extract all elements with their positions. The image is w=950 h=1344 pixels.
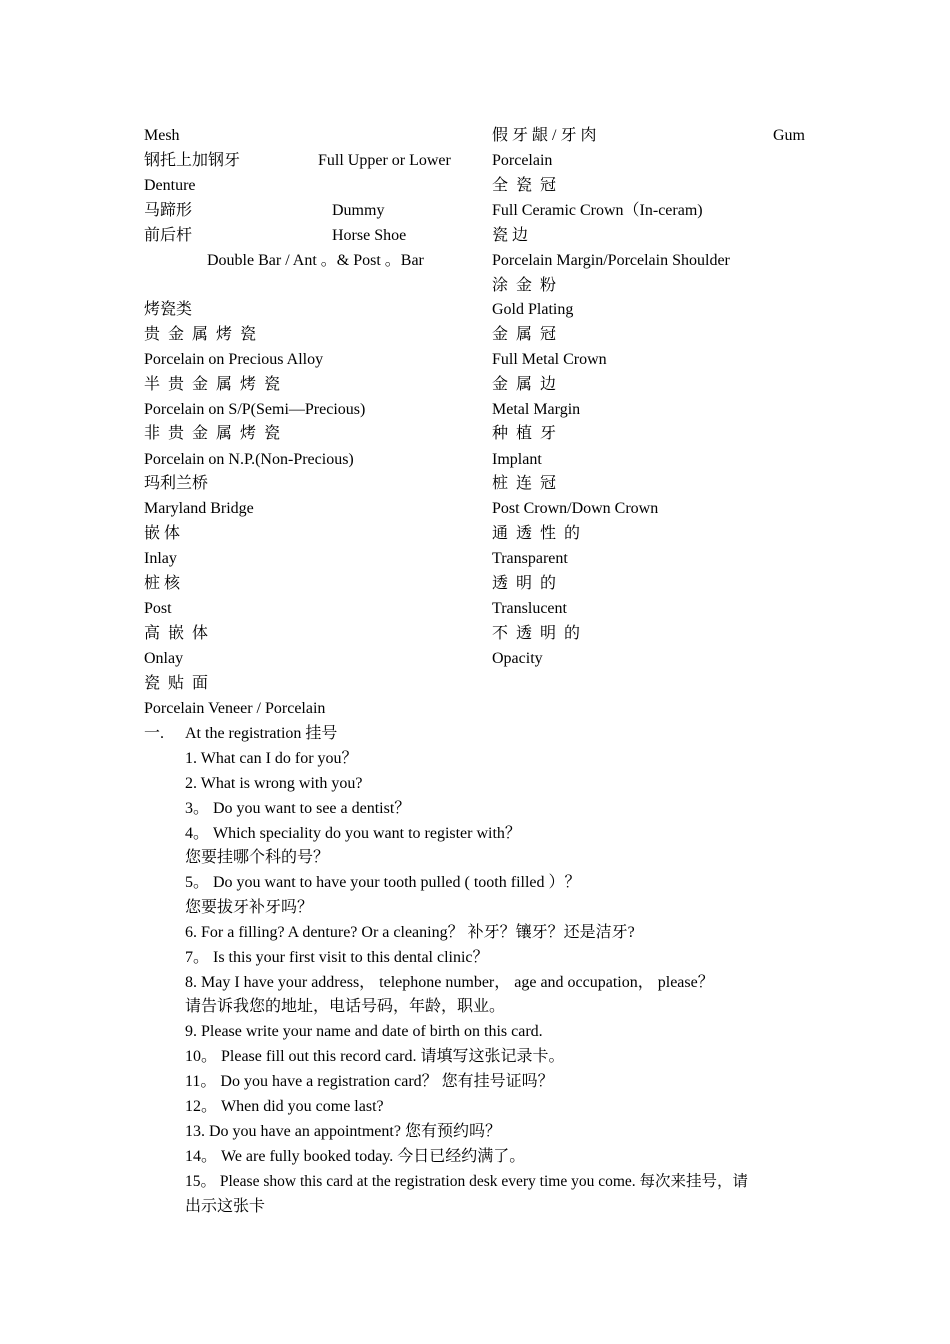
term-inlay-en: Inlay xyxy=(144,550,177,567)
term-horse-shoe: Horse Shoe xyxy=(332,227,407,244)
term-full-upper-lower: Full Upper or Lower xyxy=(318,152,451,169)
question-line: 14。 We are fully booked today. 今日已经约满了。 xyxy=(185,1148,526,1165)
question-line: 您要拔牙补牙吗？ xyxy=(185,899,314,916)
term-gold-plating-en: Gold Plating xyxy=(492,301,574,318)
question-line: 出示这张卡 xyxy=(185,1198,266,1215)
term-semi-precious-cn: 半 贵 金 属 烤 瓷 xyxy=(144,376,283,393)
question-line: 12。 When did you come last? xyxy=(185,1098,384,1115)
term-post-en: Post xyxy=(144,600,172,617)
term-gold-plating-cn: 涂 金 粉 xyxy=(492,277,559,294)
question-line: 8. May I have your address， telephone number， age and occupation， please？ xyxy=(185,974,714,991)
question-line: 您要挂哪个科的号？ xyxy=(185,849,330,866)
question-line: 请告诉我您的地址，电话号码，年龄，职业。 xyxy=(185,998,506,1015)
term-post-crown-cn: 桩 连 冠 xyxy=(492,475,559,492)
term-pfm-cn: 烤瓷类 xyxy=(144,301,193,318)
term-denture: Denture xyxy=(144,177,196,194)
question-line: 15。 Please show this card at the registration desk every time you come. 每次来挂号，请 xyxy=(185,1173,749,1190)
term-precious-en: Porcelain on Precious Alloy xyxy=(144,351,324,368)
question-line: 13. Do you have an appointment? 您有预约吗？ xyxy=(185,1123,501,1140)
term-onlay-en: Onlay xyxy=(144,650,184,667)
term-semi-precious-en: Porcelain on S/P(Semi—Precious) xyxy=(144,401,366,418)
term-metal-margin-cn: 金 属 边 xyxy=(492,376,559,393)
question-line: 7。 Is this your first visit to this dental clinic？ xyxy=(185,949,489,966)
term-full-ceramic-en: Full Ceramic Crown（In-ceram) xyxy=(492,202,703,219)
term-full-ceramic-cn: 全 瓷 冠 xyxy=(492,177,559,194)
term-veneer-cn: 瓷 贴 面 xyxy=(144,675,211,692)
question-line: 4。 Which speciality do you want to register with？ xyxy=(185,825,521,842)
question-line: 9. Please write your name and date of birth on this card. xyxy=(185,1023,543,1040)
term-inlay-cn: 嵌 体 xyxy=(144,525,181,542)
term-translucent-en: Translucent xyxy=(492,600,567,617)
term-maryland-cn: 玛利兰桥 xyxy=(144,475,209,492)
term-veneer-en: Porcelain Veneer / Porcelain xyxy=(144,700,326,717)
term-precious-cn: 贵 金 属 烤 瓷 xyxy=(144,326,259,343)
term-full-metal-cn: 金 属 冠 xyxy=(492,326,559,343)
term-transparent-en: Transparent xyxy=(492,550,568,567)
term-porcelain-margin-cn: 瓷 边 xyxy=(492,227,529,244)
question-line: 6. For a filling? A denture? Or a cleaning？ 补牙？镶牙？还是洁牙? xyxy=(185,924,635,941)
term-transparent-cn: 通 透 性 的 xyxy=(492,525,583,542)
term-dummy: Dummy xyxy=(332,202,385,219)
term-implant-cn: 种 植 牙 xyxy=(492,425,559,442)
term-double-bar: Double Bar / Ant 。& Post 。Bar xyxy=(207,252,424,269)
term-porcelain: Porcelain xyxy=(492,152,553,169)
term-maryland-en: Maryland Bridge xyxy=(144,500,254,517)
term-implant-en: Implant xyxy=(492,451,542,468)
term-gum-cn: 假 牙 龈 / 牙 肉 xyxy=(492,127,597,144)
term-bar-cn: 前后杆 xyxy=(144,227,193,244)
term-full-metal-en: Full Metal Crown xyxy=(492,351,607,368)
question-line: 2. What is wrong with you? xyxy=(185,775,363,792)
question-line: 3。 Do you want to see a dentist？ xyxy=(185,800,411,817)
term-porcelain-margin-en: Porcelain Margin/Porcelain Shoulder xyxy=(492,252,730,269)
question-line: 5。 Do you want to have your tooth pulled ( tooth filled ）？ xyxy=(185,874,581,891)
term-non-precious-cn: 非 贵 金 属 烤 瓷 xyxy=(144,425,283,442)
section-number: 一. xyxy=(144,725,165,742)
term-translucent-cn: 透 明 的 xyxy=(492,575,559,592)
term-post-crown-en: Post Crown/Down Crown xyxy=(492,500,659,517)
term-mesh: Mesh xyxy=(144,127,180,144)
question-line: 10。 Please fill out this record card. 请填写这张记录卡。 xyxy=(185,1048,565,1065)
term-horseshoe-cn: 马蹄形 xyxy=(144,202,193,219)
question-line: 1. What can I do for you？ xyxy=(185,750,358,767)
term-post-cn: 桩 核 xyxy=(144,575,181,592)
term-metal-margin-en: Metal Margin xyxy=(492,401,581,418)
section-title: At the registration 挂号 xyxy=(185,725,338,742)
term-gum-en: Gum xyxy=(773,127,805,144)
question-line: 11。 Do you have a registration card？ 您有挂号证吗？ xyxy=(185,1073,554,1090)
term-non-precious-en: Porcelain on N.P.(Non-Precious) xyxy=(144,451,354,468)
term-onlay-cn: 高 嵌 体 xyxy=(144,625,211,642)
term-opacity-en: Opacity xyxy=(492,650,543,667)
term-steel-denture-cn: 钢托上加钢牙 xyxy=(144,152,241,169)
term-opacity-cn: 不 透 明 的 xyxy=(492,625,583,642)
